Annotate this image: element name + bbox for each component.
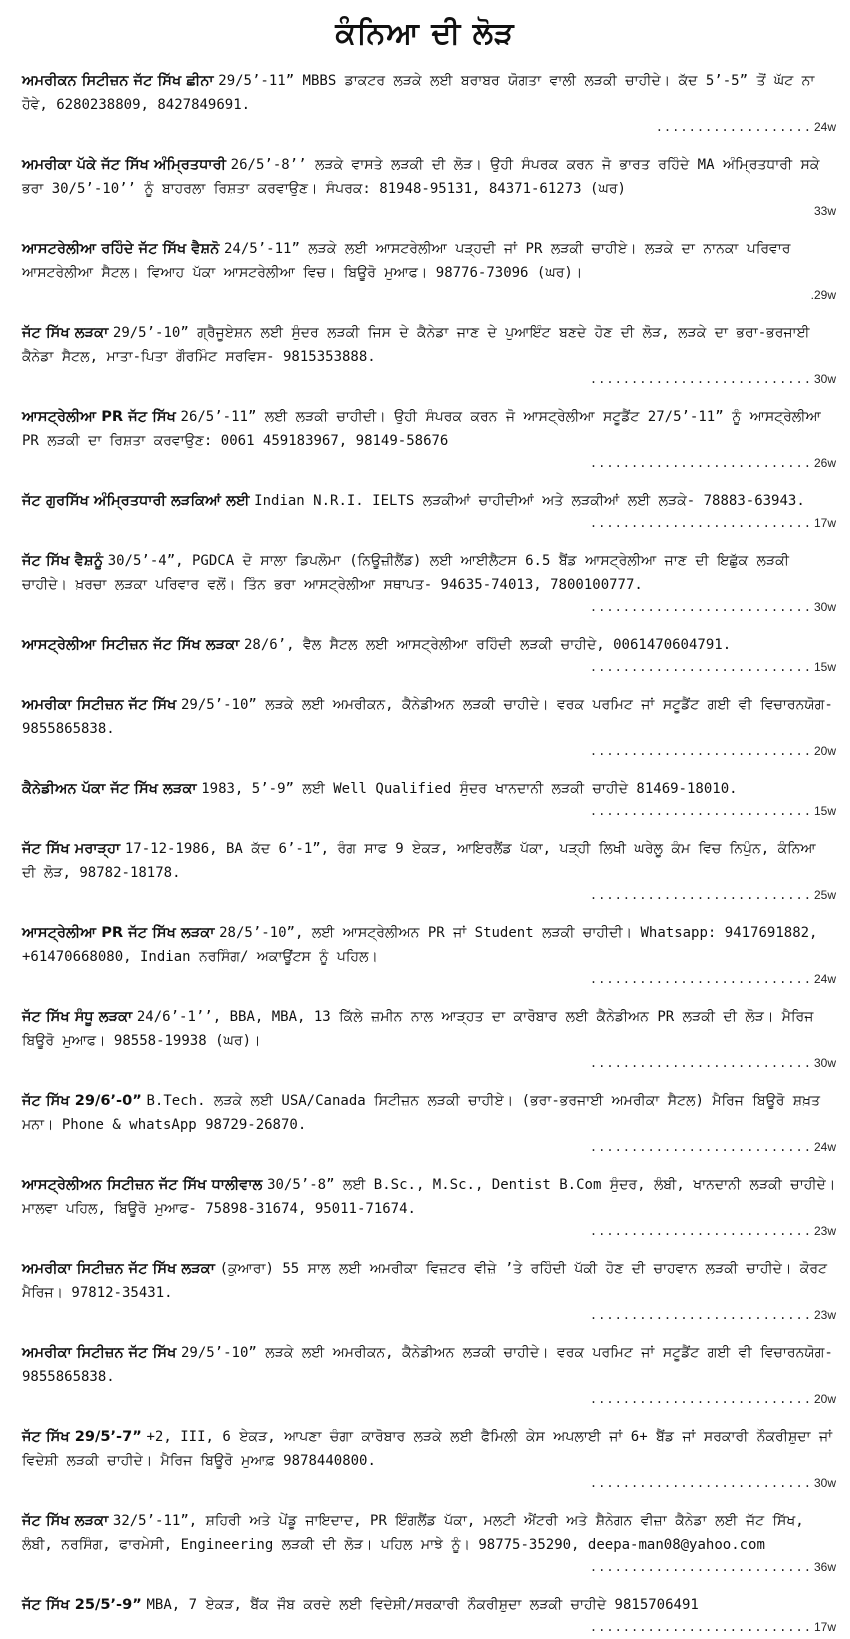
classified-ad xyxy=(22,1341,836,1405)
ad-footer xyxy=(22,115,836,133)
dot-leader: ........................... xyxy=(589,660,812,674)
ad-heading: ਅਮਰੀਕਾ ਪੱਕੇ ਜੱਟ ਸਿੱਖ ਅੰਮ੍ਰਿਤਧਾਰੀ xyxy=(22,156,227,173)
ad-body: 32/5’-11”, ਸ਼ਹਿਰੀ ਅਤੇ ਪੇਂਡੂ ਜਾਇਦਾਦ, PR ਇੰਗਲੈਂਡ ਪੱਕਾ, ਮਲਟੀ ਐਂਟਰੀ ਅਤੇ ਸ਼ੈਨੇਗਨ ਵੀਜ਼ਾ ਕੈਨੇਡਾ ਲਈ ਜੱਟ ਸਿੱਖ, ਲੰਬੀ, ਨਰਸਿੰਗ, ਫਾਰਮੇਸੀ, Engineering ਲੜਕੀ ਦੀ ਲੋੜ। ਪਹਿਲ ਮਾਝੇ ਨੂੰ। 98775-35290, deepa-man08@yahoo.com xyxy=(22,1513,804,1553)
ad-body: 29/5’-10” ਗ੍ਰੈਜੂਏਸ਼ਨ ਲਈ ਸੁੰਦਰ ਲੜਕੀ ਜਿਸ ਦੇ ਕੈਨੇਡਾ ਜਾਣ ਦੇ ਪੁਆਇੰਟ ਬਣਦੇ ਹੋਣ ਦੀ ਲੋੜ, ਲੜਕੇ ਦਾ ਭਰਾ-ਭਰਜਾਈ ਕੈਨੇਡਾ ਸੈਟਲ, ਮਾਤਾ-ਪਿਤਾ ਗੌਰਮਿੰਟ ਸਰਵਿਸ- 9815353888. xyxy=(22,325,810,365)
ads-list xyxy=(0,69,850,1633)
dot-leader: ........................... xyxy=(589,744,812,758)
ad-footer xyxy=(22,967,836,985)
dot-leader: ........................... xyxy=(589,1392,812,1406)
ad-body: 24/6’-1’’, BBA, MBA, 13 ਕਿੱਲੇ ਜ਼ਮੀਨ ਨਾਲ ਆੜ੍ਹਤ ਦਾ ਕਾਰੋਬਾਰ ਲਈ ਕੈਨੇਡੀਅਨ PR ਲੜਕੀ ਦੀ ਲੋੜ। ਮੈਰਿਜ ਬਿਊਰੋ ਮੁਆਫ। 98558-19938 (ਘਰ)। xyxy=(22,1009,814,1049)
ad-code: 15w xyxy=(813,660,836,674)
ad-footer xyxy=(22,367,836,385)
classified-ad xyxy=(22,489,836,529)
ad-heading: ਅਮਰੀਕਾ ਸਿਟੀਜ਼ਨ ਜੱਟ ਸਿੱਖ ਲੜਕਾ xyxy=(22,1260,215,1277)
ad-text xyxy=(22,1341,836,1389)
ad-heading: ਜੱਟ ਗੁਰਸਿੱਖ ਅੰਮ੍ਰਿਤਧਾਰੀ ਲੜਕਿਆਂ ਲਈ xyxy=(22,492,250,509)
ad-text xyxy=(22,777,836,801)
dot-leader: ........................... xyxy=(589,1476,812,1490)
page-title: ਕੰਨਿਆ ਦੀ ਲੋੜ xyxy=(335,16,515,51)
ad-text xyxy=(22,153,836,201)
ad-heading: ਜੱਟ ਸਿੱਖ ਲੜਕਾ xyxy=(22,324,109,341)
ad-heading: ਜੱਟ ਸਿੱਖ 29/5’-7” xyxy=(22,1428,142,1445)
ad-body: 26/5’-11” ਲਈ ਲੜਕੀ ਚਾਹੀਦੀ। ਉਹੀ ਸੰਪਰਕ ਕਰਨ ਜੋ ਆਸਟ੍ਰੇਲੀਆ ਸਟੂਡੈਂਟ 27/5’-11” ਨੂੰ ਆਸਟ੍ਰੇਲੀਆ PR ਲੜਕੀ ਦਾ ਰਿਸ਼ਤਾ ਕਰਵਾਉਣ: 0061 459183967, 98149-58676 xyxy=(22,409,821,449)
ad-body: B.Tech. ਲੜਕੇ ਲਈ USA/Canada ਸਿਟੀਜ਼ਨ ਲੜਕੀ ਚਾਹੀਏ। (ਭਰਾ-ਭਰਜਾਈ ਅਮਰੀਕਾ ਸੈਟਲ) ਮੈਰਿਜ ਬਿਊਰੋ ਸ਼ਖ਼ਤ ਮਨਾ। Phone & whatsApp 98729-26870. xyxy=(22,1093,820,1133)
ad-heading: ਜੱਟ ਸਿੱਖ ਮਰਾੜ੍ਹਾ xyxy=(22,840,121,857)
ad-footer xyxy=(22,799,836,817)
dot-leader: ........................... xyxy=(589,372,812,386)
ad-body: Indian N.R.I. IELTS ਲੜਕੀਆਂ ਚਾਹੀਦੀਆਂ ਅਤੇ ਲੜਕੀਆਂ ਲਈ ਲੜਕੇ- 78883-63943. xyxy=(254,493,805,509)
classified-ad xyxy=(22,1425,836,1489)
ad-text xyxy=(22,1257,836,1305)
ad-body: +2, III, 6 ਏਕੜ, ਆਪਣਾ ਚੰਗਾ ਕਾਰੋਬਾਰ ਲੜਕੇ ਲਈ ਫੈਮਿਲੀ ਕੇਸ ਅਪਲਾਈ ਜਾਂ 6+ ਬੈਂਡ ਜਾਂ ਸਰਕਾਰੀ ਨੌਕਰੀਸ਼ੁਦਾ ਜਾਂ ਵਿਦੇਸ਼ੀ ਲੜਕੀ ਚਾਹੀਦੇ। ਮੈਰਿਜ ਬਿਊਰੋ ਮੁਆਫ਼ 9878440800. xyxy=(22,1429,833,1469)
ad-footer xyxy=(22,1555,836,1573)
ad-heading: ਅਮਰੀਕਾ ਸਿਟੀਜ਼ਨ ਜੱਟ ਸਿੱਖ xyxy=(22,696,177,713)
classified-ad xyxy=(22,1593,836,1633)
ad-heading: ਆਸਟਰੇਲੀਆ ਰਹਿੰਦੇ ਜੱਟ ਸਿੱਖ ਵੈਸ਼ਨੋ xyxy=(22,240,220,257)
ad-footer xyxy=(22,655,836,673)
dot-leader: ........................... xyxy=(589,600,812,614)
dot-leader: ........................... xyxy=(589,1140,812,1154)
ad-text xyxy=(22,1173,836,1221)
ad-heading: ਅਮਰੀਕਾ ਸਿਟੀਜ਼ਨ ਜੱਟ ਸਿੱਖ xyxy=(22,1344,177,1361)
ad-footer xyxy=(22,739,836,757)
ad-footer xyxy=(22,1051,836,1069)
ad-body: (ਕੁਆਰਾ) 55 ਸਾਲ ਲਈ ਅਮਰੀਕਾ ਵਿਜ਼ਟਰ ਵੀਜ਼ੇ ’ਤੇ ਰਹਿੰਦੀ ਪੱਕੀ ਹੋਣ ਦੀ ਚਾਹਵਾਨ ਲੜਕੀ ਚਾਹੀਦੇ। ਕੋਰਟ ਮੈਰਿਜ। 97812-35431. xyxy=(22,1261,828,1301)
ad-body: MBA, 7 ਏਕੜ, ਬੈਂਕ ਜੌਬ ਕਰਦੇ ਲਈ ਵਿਦੇਸ਼ੀ/ਸਰਕਾਰੀ ਨੌਕਰੀਸ਼ੁਦਾ ਲੜਕੀ ਚਾਹੀਦੇ 9815706491 xyxy=(146,1597,699,1613)
classified-ad xyxy=(22,549,836,613)
ad-text xyxy=(22,1425,836,1473)
ad-text xyxy=(22,921,836,969)
ad-heading: ਕੈਨੇਡੀਅਨ ਪੱਕਾ ਜੱਟ ਸਿੱਖ ਲੜਕਾ xyxy=(22,780,197,797)
dot-leader: ........................... xyxy=(589,1308,812,1322)
dot-leader: ........................... xyxy=(589,888,812,902)
dot-leader: ........................... xyxy=(589,1620,812,1634)
classified-ad xyxy=(22,69,836,133)
ad-code: 26w xyxy=(813,456,836,470)
ad-heading: ਜੱਟ ਸਿੱਖ ਸੰਧੂ ਲੜਕਾ xyxy=(22,1008,133,1025)
ad-code: 36w xyxy=(813,1560,836,1574)
ad-text xyxy=(22,1509,836,1557)
ad-text xyxy=(22,69,836,117)
ad-heading: ਜੱਟ ਸਿੱਖ 29/6’-0” xyxy=(22,1092,142,1109)
dot-leader: ........................... xyxy=(589,972,812,986)
ad-footer xyxy=(22,451,836,469)
ad-heading: ਆਸਟ੍ਰੇਲੀਆ PR ਜੱਟ ਸਿੱਖ ਲੜਕਾ xyxy=(22,924,215,941)
ad-text xyxy=(22,1593,836,1617)
ad-body: 28/6’, ਵੈਲ ਸੈਟਲ ਲਈ ਆਸਟ੍ਰੇਲੀਆ ਰਹਿੰਦੀ ਲੜਕੀ ਚਾਹੀਦੇ, 0061470604791. xyxy=(243,637,732,653)
dot-leader: ........................... xyxy=(589,1056,812,1070)
ad-code: 33w xyxy=(813,204,836,218)
ad-heading: ਜੱਟ ਸਿੱਖ ਵੈਸ਼ਨੂੰ xyxy=(22,552,104,569)
classified-ad xyxy=(22,1257,836,1321)
ad-footer xyxy=(22,1135,836,1153)
classified-ad xyxy=(22,633,836,673)
classified-ad xyxy=(22,837,836,901)
dot-leader: ........................... xyxy=(589,804,812,818)
ad-body: 30/5’-4”, PGDCA ਦੋ ਸਾਲਾ ਡਿਪਲੋਮਾ (ਨਿਊਜ਼ੀਲੈਂਡ) ਲਈ ਆਈਲੈਟਸ 6.5 ਬੈਂਡ ਆਸਟ੍ਰੇਲੀਆ ਜਾਣ ਦੀ ਇਛੁੱਕ ਲੜਕੀ ਚਾਹੀਦੇ। ਖ਼ਰਚਾ ਲੜਕਾ ਪਰਿਵਾਰ ਵਲੋਂ। ਤਿੰਨ ਭਰਾ ਆਸਟ੍ਰੇਲੀਆ ਸਥਾਪਤ- 94635-74013, 7800100777. xyxy=(22,553,789,593)
ad-heading: ਆਸਟ੍ਰੇਲੀਅਨ ਸਿਟੀਜ਼ਨ ਜੱਟ ਸਿੱਖ ਧਾਲੀਵਾਲ xyxy=(22,1176,263,1193)
classified-ad xyxy=(22,693,836,757)
classified-ad xyxy=(22,153,836,217)
ad-code: 20w xyxy=(813,1392,836,1406)
ad-body: 28/5’-10”, ਲਈ ਆਸਟ੍ਰੇਲੀਅਨ PR ਜਾਂ Student ਲੜਕੀ ਚਾਹੀਦੀ। Whatsapp: 9417691882, +61470668080, Indian ਨਰਸਿੰਗ/ ਅਕਾਊਂਟਸ ਨੂੰ ਪਹਿਲ। xyxy=(22,925,818,965)
ad-body: 26/5’-8’’ ਲੜਕੇ ਵਾਸਤੇ ਲੜਕੀ ਦੀ ਲੋੜ। ਉਹੀ ਸੰਪਰਕ ਕਰਨ ਜੋ ਭਾਰਤ ਰਹਿੰਦੇ MA ਅੰਮ੍ਰਿਤਧਾਰੀ ਸਕੇ ਭਰਾ 30/5’-10’’ ਨੂੰ ਬਾਹਰਲਾ ਰਿਸ਼ਤਾ ਕਰਵਾਉਣ। ਸੰਪਰਕ: 81948-95131, 84371-61273 (ਘਰ) xyxy=(22,157,820,197)
ad-code: 24w xyxy=(813,120,836,134)
classified-ad xyxy=(22,1005,836,1069)
ad-heading: ਅਮਰੀਕਨ ਸਿਟੀਜ਼ਨ ਜੱਟ ਸਿੱਖ ਛੀਨਾ xyxy=(22,72,214,89)
ad-text xyxy=(22,837,836,885)
classified-ad xyxy=(22,405,836,469)
ad-text xyxy=(22,1005,836,1053)
ad-footer xyxy=(22,1219,836,1237)
ad-body: 29/5’-10” ਲੜਕੇ ਲਈ ਅਮਰੀਕਨ, ਕੈਨੇਡੀਅਨ ਲੜਕੀ ਚਾਹੀਦੇ। ਵਰਕ ਪਰਮਿਟ ਜਾਂ ਸਟੂਡੈਂਟ ਗਈ ਵੀ ਵਿਚਾਰਨਯੋਗ- 9855865838. xyxy=(22,1345,833,1385)
dot-leader: ........................... xyxy=(589,1560,812,1574)
ad-code: 25w xyxy=(813,888,836,902)
ad-code: 30w xyxy=(813,1476,836,1490)
ad-heading: ਜੱਟ ਸਿੱਖ 25/5’-9” xyxy=(22,1596,142,1613)
ad-code: .29w xyxy=(810,288,836,302)
ad-code: 15w xyxy=(813,804,836,818)
classified-ad xyxy=(22,1173,836,1237)
ad-heading: ਜੱਟ ਸਿੱਖ ਲੜਕਾ xyxy=(22,1512,109,1529)
ad-code: 20w xyxy=(813,744,836,758)
ad-code: 23w xyxy=(813,1308,836,1322)
ad-code: 30w xyxy=(813,372,836,386)
dot-leader: ........................... xyxy=(589,516,812,530)
ad-footer xyxy=(22,511,836,529)
ad-code: 30w xyxy=(813,600,836,614)
ad-heading: ਆਸਟ੍ਰੇਲੀਆ ਸਿਟੀਜ਼ਨ ਜੱਟ ਸਿੱਖ ਲੜਕਾ xyxy=(22,636,240,653)
dot-leader: ........................... xyxy=(589,1224,812,1238)
classified-ad xyxy=(22,321,836,385)
ad-code: 23w xyxy=(813,1224,836,1238)
dot-leader: ................... xyxy=(655,120,812,134)
ad-text xyxy=(22,633,836,657)
ad-footer xyxy=(22,1471,836,1489)
classified-ad xyxy=(22,1089,836,1153)
classified-ad xyxy=(22,921,836,985)
ad-code: 17w xyxy=(813,1620,836,1634)
ad-body: 1983, 5’-9” ਲਈ Well Qualified ਸੁੰਦਰ ਖਾਨਦਾਨੀ ਲੜਕੀ ਚਾਹੀਦੇ 81469-18010. xyxy=(201,781,738,797)
classified-ad xyxy=(22,237,836,301)
ad-footer xyxy=(22,1303,836,1321)
ad-text xyxy=(22,489,836,513)
ad-text xyxy=(22,549,836,597)
ad-body: 29/5’-10” ਲੜਕੇ ਲਈ ਅਮਰੀਕਨ, ਕੈਨੇਡੀਅਨ ਲੜਕੀ ਚਾਹੀਦੇ। ਵਰਕ ਪਰਮਿਟ ਜਾਂ ਸਟੂਡੈਂਟ ਗਈ ਵੀ ਵਿਚਾਰਨਯੋਗ- 9855865838. xyxy=(22,697,833,737)
ad-heading: ਆਸਟ੍ਰੇਲੀਆ PR ਜੱਟ ਸਿੱਖ xyxy=(22,408,176,425)
ad-code: 24w xyxy=(813,1140,836,1154)
ad-footer xyxy=(22,283,836,301)
ad-text xyxy=(22,321,836,369)
ad-footer xyxy=(22,883,836,901)
ad-footer xyxy=(22,1615,836,1633)
ad-text xyxy=(22,693,836,741)
ad-body: 24/5’-11” ਲੜਕੇ ਲਈ ਆਸਟਰੇਲੀਆ ਪੜ੍ਹਦੀ ਜਾਂ PR ਲੜਕੀ ਚਾਹੀਏ। ਲੜਕੇ ਦਾ ਨਾਨਕਾ ਪਰਿਵਾਰ ਆਸਟਰੇਲੀਆ ਸੈਟਲ। ਵਿਆਹ ਪੱਕਾ ਆਸਟਰੇਲੀਆ ਵਿਚ। ਬਿਊਰੋ ਮੁਆਫ। 98776-73096 (ਘਰ)। xyxy=(22,241,791,281)
ad-footer xyxy=(22,199,836,217)
ad-code: 24w xyxy=(813,972,836,986)
ad-body: 30/5’-8” ਲਈ B.Sc., M.Sc., Dentist B.Com ਸੁੰਦਰ, ਲੰਬੀ, ਖਾਨਦਾਨੀ ਲੜਕੀ ਚਾਹੀਦੇ। ਮਾਲਵਾ ਪਹਿਲ, ਬਿਊਰੋ ਮੁਆਫ- 75898-31674, 95011-71674. xyxy=(22,1177,836,1217)
classified-ad xyxy=(22,1509,836,1573)
ad-footer xyxy=(22,1387,836,1405)
ad-code: 30w xyxy=(813,1056,836,1070)
ad-text xyxy=(22,1089,836,1137)
ad-text xyxy=(22,237,836,285)
ad-body: 17-12-1986, BA ਕੱਦ 6’-1”, ਰੰਗ ਸਾਫ 9 ਏਕੜ, ਆਇਰਲੈਂਡ ਪੱਕਾ, ਪੜ੍ਹੀ ਲਿਖੀ ਘਰੇਲੂ ਕੰਮ ਵਿਚ ਨਿਪੁੰਨ, ਕੰਨਿਆ ਦੀ ਲੋੜ, 98782-18178. xyxy=(22,841,816,881)
ad-footer xyxy=(22,595,836,613)
ad-body: 29/5’-11” MBBS ਡਾਕਟਰ ਲੜਕੇ ਲਈ ਬਰਾਬਰ ਯੋਗਤਾ ਵਾਲੀ ਲੜਕੀ ਚਾਹੀਦੇ। ਕੱਦ 5’-5” ਤੋਂ ਘੱਟ ਨਾ ਹੋਵੇ, 6280238809, 8427849691. xyxy=(22,73,815,113)
classified-ad xyxy=(22,777,836,817)
ad-code: 17w xyxy=(813,516,836,530)
dot-leader: ........................... xyxy=(589,456,812,470)
ad-text xyxy=(22,405,836,453)
